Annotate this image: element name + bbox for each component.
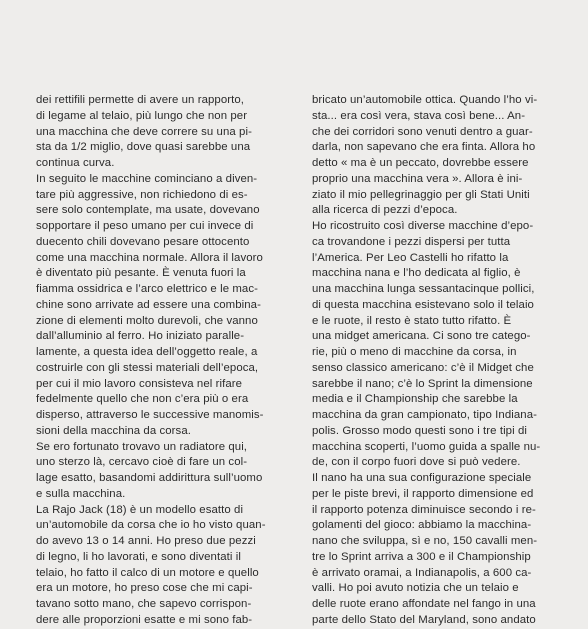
text-line: de, con il corpo fuori dove si può vedere. <box>312 456 521 469</box>
text-line: valli. Ho poi avuto notizia che un telaio e <box>312 582 519 595</box>
text-line: tre lo Sprint arriva a 300 e il Championship <box>312 550 531 563</box>
text-line: una macchina lunga sessantacinque pollici, <box>312 283 535 295</box>
text-line: sarebbe il nano; c’è lo Sprint la dimensione <box>312 377 533 390</box>
text-line: lamente, a questa idea dell’oggetto reale, a <box>36 346 258 358</box>
text-line: macchina nana e l’ho dedicata al figlio, è <box>312 267 521 280</box>
text-line: nano che sviluppa, sì e no, 150 cavalli men- <box>312 535 538 547</box>
text-line: e le ruote, il resto è stato tutto rifatto. È <box>312 314 512 327</box>
text-line: tare più aggressive, non richiedono di es- <box>36 188 248 201</box>
text-line: In seguito le macchine cominciano a diven- <box>36 172 258 185</box>
text-line: era un motore, ho preso cose che mi capi- <box>36 582 253 595</box>
text-line: alla ricerca di pezzi d’epoca. <box>312 204 458 217</box>
text-line: chine sono arrivate ad essere una combina- <box>36 298 261 311</box>
text-line: do avevo 13 o 14 anni. Ho preso due pezzi <box>36 535 256 547</box>
text-line: rie, più o meno di macchine da corsa, in <box>312 346 517 358</box>
text-line: per cui il mio lavoro consisteva nel rifare <box>36 377 243 390</box>
text-line: fiamma ossidrica e l’arco elettrico e le mac- <box>36 283 258 295</box>
text-line: sere solo contemplate, ma usate, dovevano <box>36 204 260 217</box>
text-line: di legno, li ho lavorati, e sono diventati il <box>36 550 241 563</box>
text-line: è arrivato oramai, a Indianapolis, a 600 ca- <box>312 566 532 579</box>
text-column-right <box>312 93 562 629</box>
text-line: continua curva. <box>36 157 115 169</box>
text-line: di legame al telaio, più lungo che non per <box>36 109 248 122</box>
text-line: sioni della macchina da corsa. <box>36 424 191 437</box>
text-line: una midget americana. Ci sono tre catego- <box>312 330 531 343</box>
text-line: l’America. Per Leo Castelli ho rifatto la <box>312 251 509 264</box>
text-line: darla, non sapevano che era finta. Allora ho <box>312 141 536 154</box>
text-line: La Rajo Jack (18) è un modello esatto di <box>36 503 244 516</box>
text-line: zione di elementi molto durevoli, che vanno <box>36 314 258 327</box>
text-line: macchina scoperti, l’uomo guida a spalle nu- <box>312 440 541 453</box>
text-line: media e il Championship che sarebbe la <box>312 393 518 406</box>
text-line: dei rettifili permette di avere un rapporto, <box>36 94 245 106</box>
text-line: sopportare il peso umano per cui invece di <box>36 220 254 232</box>
text-line: detto « ma è un peccato, dovrebbe essere <box>312 157 529 169</box>
text-line: parte dello Stato del Maryland, sono andato <box>312 613 536 626</box>
text-line: sta... era così vera, stava così bene... An- <box>312 109 526 122</box>
text-line: disperso, attraverso le successive manomis- <box>36 409 264 421</box>
text-line: macchina da gran campionato, tipo Indiana- <box>312 409 537 421</box>
text-line: bricato un’automobile ottica. Quando l’ho vi- <box>312 94 538 106</box>
text-line: tavano sotto mano, che sapevo corrispon- <box>36 598 252 610</box>
text-line: Il nano ha una sua configurazione speciale <box>312 472 532 484</box>
text-line: telaio, ho fatto il calco di un motore e quello <box>36 566 259 579</box>
text-line: golamenti del gioco: abbiamo la macchina- <box>312 519 532 532</box>
text-line: per le piste brevi, il rapporto dimensione ed <box>312 487 534 500</box>
text-line: e sulla macchina. <box>36 487 126 500</box>
text-line: è diventato più pesante. È venuta fuori la <box>36 267 246 280</box>
text-line: che dei corridori sono venuti dentro a guar- <box>312 125 533 138</box>
text-line: duecento chili dovevano pesare ottocento <box>36 235 250 248</box>
text-line: dall’alluminio al ferro. Ho iniziato paralle- <box>36 330 245 343</box>
text-line: ca trovandone i pezzi dispersi per tutta <box>312 235 511 248</box>
text-line: il rapporto potenza diminuisce secondo i re- <box>312 503 536 516</box>
text-line: uno sterzo là, cercavo cioè di fare un col- <box>36 456 248 469</box>
text-line: una macchina che deve correre su una pi- <box>36 125 252 138</box>
text-line: di questa macchina esistevano solo il telaio <box>312 298 534 311</box>
text-column-left <box>36 93 286 629</box>
text-line: ziato il mio pellegrinaggio per gli Stati Uniti <box>312 188 530 201</box>
text-line: delle ruote erano affondate nel fango in una <box>312 598 536 610</box>
text-line: un’automobile da corsa che io ho visto quan- <box>36 519 266 532</box>
text-line: Se ero fortunato trovavo un radiatore qui, <box>36 440 248 453</box>
text-line: Ho ricostruito così diverse macchine d’epo- <box>312 220 534 232</box>
text-line: costruirle con gli stessi materiali dell’epoca, <box>36 361 259 374</box>
text-line: dere alle proporzioni esatte e mi sono fab- <box>36 613 253 626</box>
text-line: come una macchina normale. Allora il lavoro <box>36 251 263 264</box>
text-line: fedelmente quello che non c’era più o era <box>36 393 249 406</box>
text-line: senso classico americano: c’è il Midget che <box>312 361 534 374</box>
text-line: proprio una macchina vera ». Allora è ini- <box>312 172 523 185</box>
text-line: lage esatto, basandomi addirittura sull’uomo <box>36 472 263 484</box>
text-line: polis. Grosso modo questi sono i tre tipi di <box>312 424 527 437</box>
text-line: sta da 1/2 miglio, dove quasi sarebbe una <box>36 141 251 154</box>
